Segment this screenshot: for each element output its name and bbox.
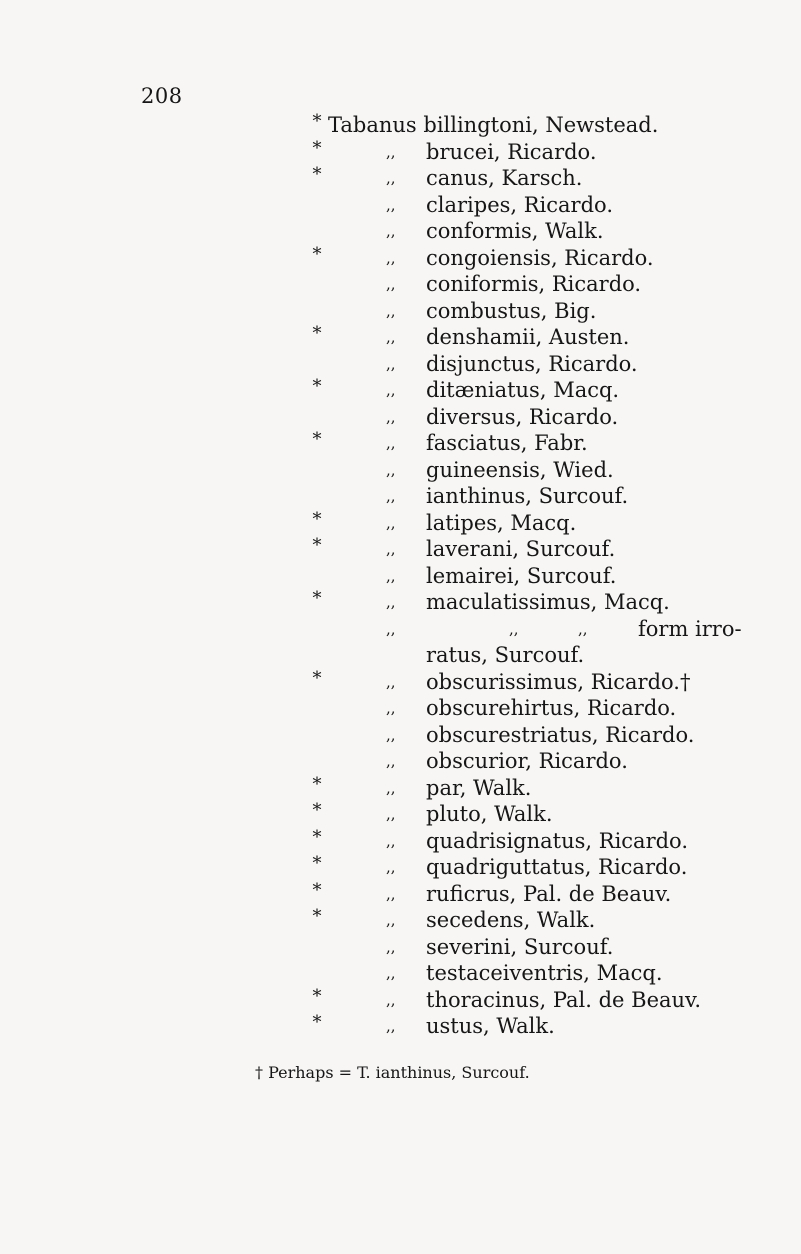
species-name: canus, Karsch. [426,166,583,190]
list-item [0,245,801,272]
asterisk: * [312,376,322,397]
list-item [0,377,801,404]
species-name: congoiensis, Ricardo. [426,245,654,270]
list-item [0,112,801,139]
ditto-mark: ,, [386,540,396,558]
asterisk: * [312,879,322,901]
species-name: conformis, Walk. [426,219,604,243]
ditto-mark: ,, [386,990,396,1009]
species-name: coniformis, Ricardo. [426,272,642,296]
ditto-mark: ,, [386,937,396,956]
list-item [0,934,801,961]
list-item [0,775,801,802]
species-name: ditæniatus, Macq. [426,378,620,402]
species-name: pluto, Walk. [426,802,553,826]
list-item [0,722,801,749]
ditto-mark: ,, [386,381,396,399]
list-item [0,457,801,484]
ditto-mark: ,, [578,619,588,638]
asterisk: * [312,773,322,795]
asterisk: * [312,800,322,821]
species-name: maculatissimus, Macq. [426,590,670,614]
asterisk: * [312,164,322,185]
ditto-mark: ,, [386,354,396,373]
ditto-mark: ,, [386,434,396,452]
genus-name: Tabanus billingtoni, Newstead. [328,113,659,137]
list-item [0,139,801,166]
list-item [0,536,801,563]
species-name: disjunctus, Ricardo. [426,351,638,376]
species-name: thoracinus, Pal. de Beauv. [426,987,702,1012]
ditto-mark: ,, [386,195,396,214]
ditto-mark: ,, [386,778,396,797]
asterisk: * [312,1012,322,1033]
species-name: fasciatus, Fabr. [426,431,588,455]
list-item [0,987,801,1014]
list-item [0,483,801,510]
ditto-mark: ,, [386,805,396,823]
list-item [0,324,801,351]
species-name: ustus, Walk. [426,1014,555,1038]
ditto-mark: ,, [386,699,396,717]
list-item [0,960,801,987]
list-item [0,298,801,325]
species-name: quadriguttatus, Ricardo. [426,855,688,879]
page-number: 208 [141,84,183,108]
list-item [0,748,801,775]
ditto-mark: ,, [386,222,396,240]
species-name: brucei, Ricardo. [426,139,597,164]
list-item [0,881,801,908]
species-name: ianthinus, Surcouf. [426,484,629,508]
list-item [0,1013,801,1040]
species-name: combustus, Big. [426,298,597,323]
species-name: lemairei, Surcouf. [426,563,617,588]
ditto-mark: ,, [386,487,396,505]
asterisk: * [312,243,322,265]
ditto-mark: ,, [386,672,396,691]
ditto-mark: ,, [386,858,396,876]
ditto-mark: ,, [386,513,396,532]
list-item [0,801,801,828]
species-name: obscurehirtus, Ricardo. [426,696,677,720]
ditto-mark: ,, [386,593,396,611]
ditto-mark: ,, [386,884,396,903]
list-item [0,642,801,669]
list-item [0,589,801,616]
species-name: obscurior, Ricardo. [426,749,628,773]
asterisk: * [312,535,322,556]
species-name: laverani, Surcouf. [426,537,616,561]
asterisk: * [312,853,322,874]
species-name: secedens, Walk. [426,908,596,932]
list-item [0,404,801,431]
footnote: † Perhaps = T. ianthinus, Surcouf. [255,1063,530,1082]
ditto-mark: ,, [386,619,396,638]
species-list [0,112,801,1040]
ditto-mark: ,, [386,725,396,744]
list-item [0,351,801,378]
asterisk: * [312,985,322,1007]
ditto-mark: ,, [386,911,396,929]
species-name: diversus, Ricardo. [426,404,619,429]
ditto-mark: ,, [386,831,396,850]
list-item [0,192,801,219]
ditto-mark: ,, [386,275,396,293]
species-name: latipes, Macq. [426,510,577,535]
asterisk: * [312,137,322,159]
list-item [0,669,801,696]
ditto-mark: ,, [386,328,396,346]
asterisk: * [312,429,322,450]
asterisk: * [312,508,322,530]
ditto-mark: ,, [386,407,396,426]
list-item [0,271,801,298]
asterisk: * [312,111,322,132]
asterisk: * [312,906,322,927]
species-name: obscurestriatus, Ricardo. [426,722,695,747]
list-item [0,828,801,855]
list-item [0,218,801,245]
species-name: severini, Surcouf. [426,934,614,959]
asterisk: * [312,323,322,344]
list-item [0,695,801,722]
list-item [0,510,801,537]
species-name: testaceiventris, Macq. [426,961,663,985]
species-name: denshamii, Austen. [426,325,630,349]
continuation-line: ratus, Surcouf. [426,643,585,667]
asterisk: * [312,588,322,609]
ditto-mark: ,, [386,964,396,982]
ditto-mark: ,, [386,248,396,267]
ditto-mark: ,, [386,460,396,479]
ditto-mark: ,, [386,752,396,770]
species-name: guineensis, Wied. [426,457,614,482]
ditto-mark: ,, [386,566,396,585]
asterisk: * [312,826,322,848]
list-item [0,854,801,881]
ditto-mark: ,, [509,619,519,638]
ditto-mark: ,, [386,169,396,187]
list-item [0,563,801,590]
ditto-mark: ,, [386,301,396,320]
species-name: par, Walk. [426,775,532,800]
species-name: obscurissimus, Ricardo.† [426,669,691,694]
ditto-mark: ,, [386,142,396,161]
species-name: ruficrus, Pal. de Beauv. [426,881,672,906]
species-name: claripes, Ricardo. [426,192,613,217]
asterisk: * [312,667,322,689]
list-item [0,165,801,192]
list-item [0,907,801,934]
species-name: quadrisignatus, Ricardo. [426,828,688,853]
ditto-mark: ,, [386,1017,396,1035]
list-item [0,430,801,457]
list-item [0,616,801,643]
form-label: form irro- [638,616,742,641]
